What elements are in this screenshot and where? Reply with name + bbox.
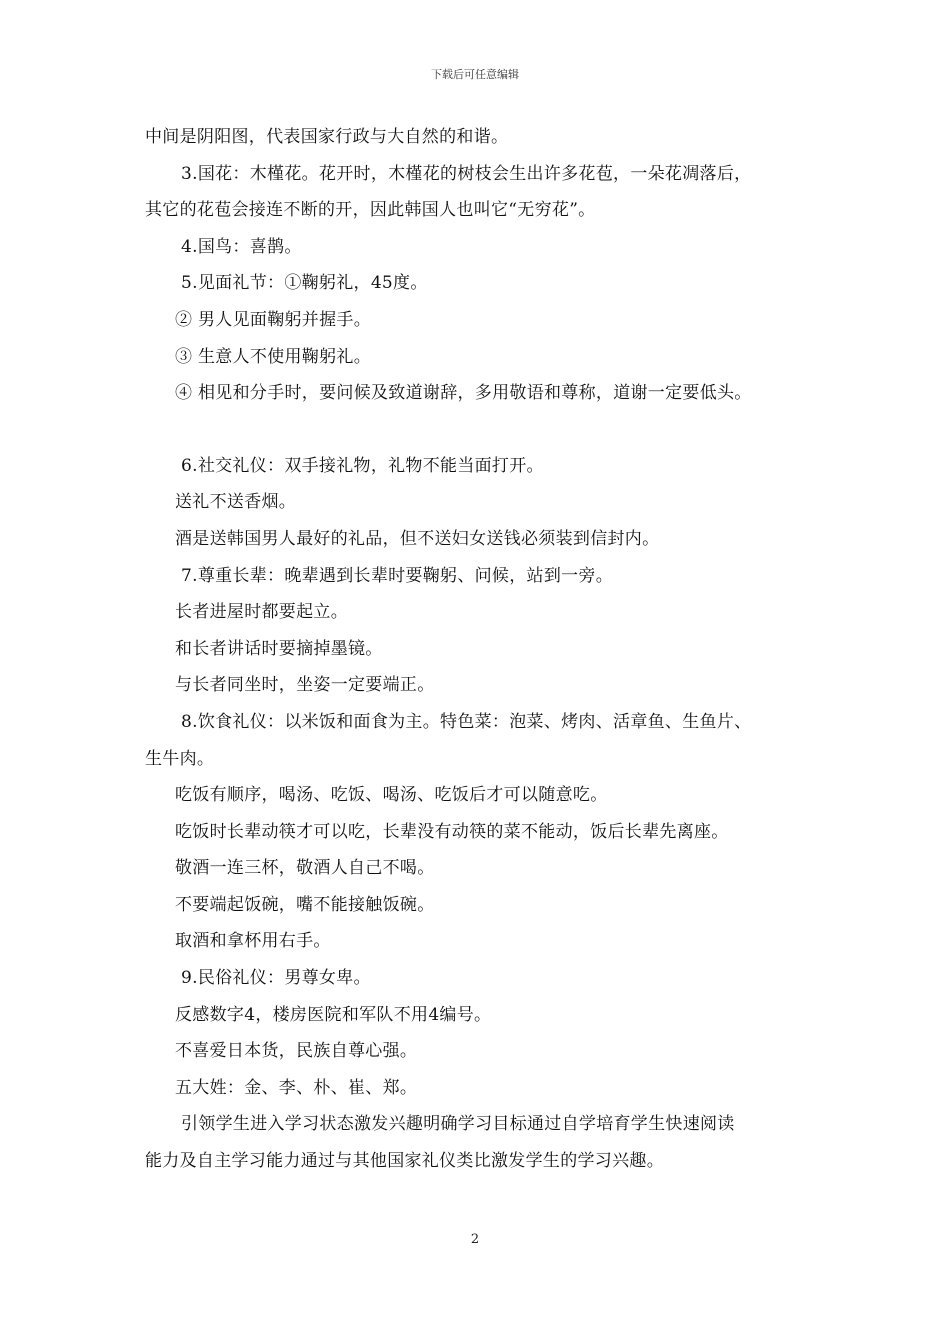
text-line: 反感数字4，楼房医院和军队不用4编号。 [175, 1004, 492, 1025]
page-header: 下载后可任意编辑 [431, 68, 519, 81]
text-line: 五大姓：金、李、朴、崔、郑。 [175, 1077, 418, 1098]
text-line: ④ 相见和分手时，要问候及致道谢辞，多用敬语和尊称，道谢一定要低头。 [175, 383, 752, 404]
text-line: 取酒和拿杯用右手。 [175, 931, 331, 952]
text-line: 与长者同坐时，坐姿一定要端正。 [175, 675, 435, 696]
paragraph-gap [145, 412, 825, 448]
text-line: 7.尊重长辈：晚辈遇到长辈时要鞠躬、问候，站到一旁。 [181, 565, 614, 586]
text-line: 吃饭有顺序，喝汤、吃饭、喝汤、吃饭后才可以随意吃。 [175, 785, 608, 806]
text-line: 引领学生进入学习状态激发兴趣明确学习目标通过自学培育学生快速阅读 [181, 1114, 735, 1135]
text-line: 8.饮食礼仪：以米饭和面食为主。特色菜：泡菜、烤肉、活章鱼、生鱼片、 [181, 711, 752, 732]
text-line: 吃饭时长辈动筷才可以吃，长辈没有动筷的菜不能动，饭后长辈先离座。 [175, 821, 729, 842]
text-line: 中间是阴阳图，代表国家行政与大自然的和谐。 [145, 127, 509, 147]
text-line: 能力及自主学习能力通过与其他国家礼仪类比激发学生的学习兴趣。 [145, 1151, 664, 1172]
text-line: 4.国鸟：喜鹊。 [181, 236, 302, 257]
page-number: 2 [470, 1232, 480, 1247]
text-line: 其它的花苞会接连不断的开，因此韩国人也叫它“无穷花”。 [145, 200, 596, 221]
text-line: 和长者讲话时要摘掉墨镜。 [175, 638, 383, 659]
text-line: ② 男人见面鞠躬并握手。 [175, 309, 372, 330]
text-line: 5.见面礼节：①鞠躬礼，45度。 [181, 273, 428, 294]
text-line: 送礼不送香烟。 [175, 492, 297, 513]
text-line: 生牛肉。 [145, 748, 215, 769]
text-line: 敬酒一连三杯，敬酒人自己不喝。 [175, 858, 435, 879]
text-line: 9.民俗礼仪：男尊女卑。 [181, 968, 371, 989]
text-line: 6.社交礼仪：双手接礼物，礼物不能当面打开。 [181, 455, 544, 476]
text-line: ③ 生意人不使用鞠躬礼。 [175, 346, 372, 367]
document-body [145, 119, 825, 1180]
text-line: 不喜爱日本货，民族自尊心强。 [175, 1041, 418, 1062]
text-line: 不要端起饭碗，嘴不能接触饭碗。 [175, 894, 435, 915]
text-line: 3.国花：木槿花。花开时，木槿花的树枝会生出许多花苞，一朵花凋落后， [181, 163, 752, 184]
text-line: 酒是送韩国男人最好的礼品，但不送妇女送钱必须装到信封内。 [175, 528, 660, 549]
text-line: 长者进屋时都要起立。 [175, 602, 348, 623]
